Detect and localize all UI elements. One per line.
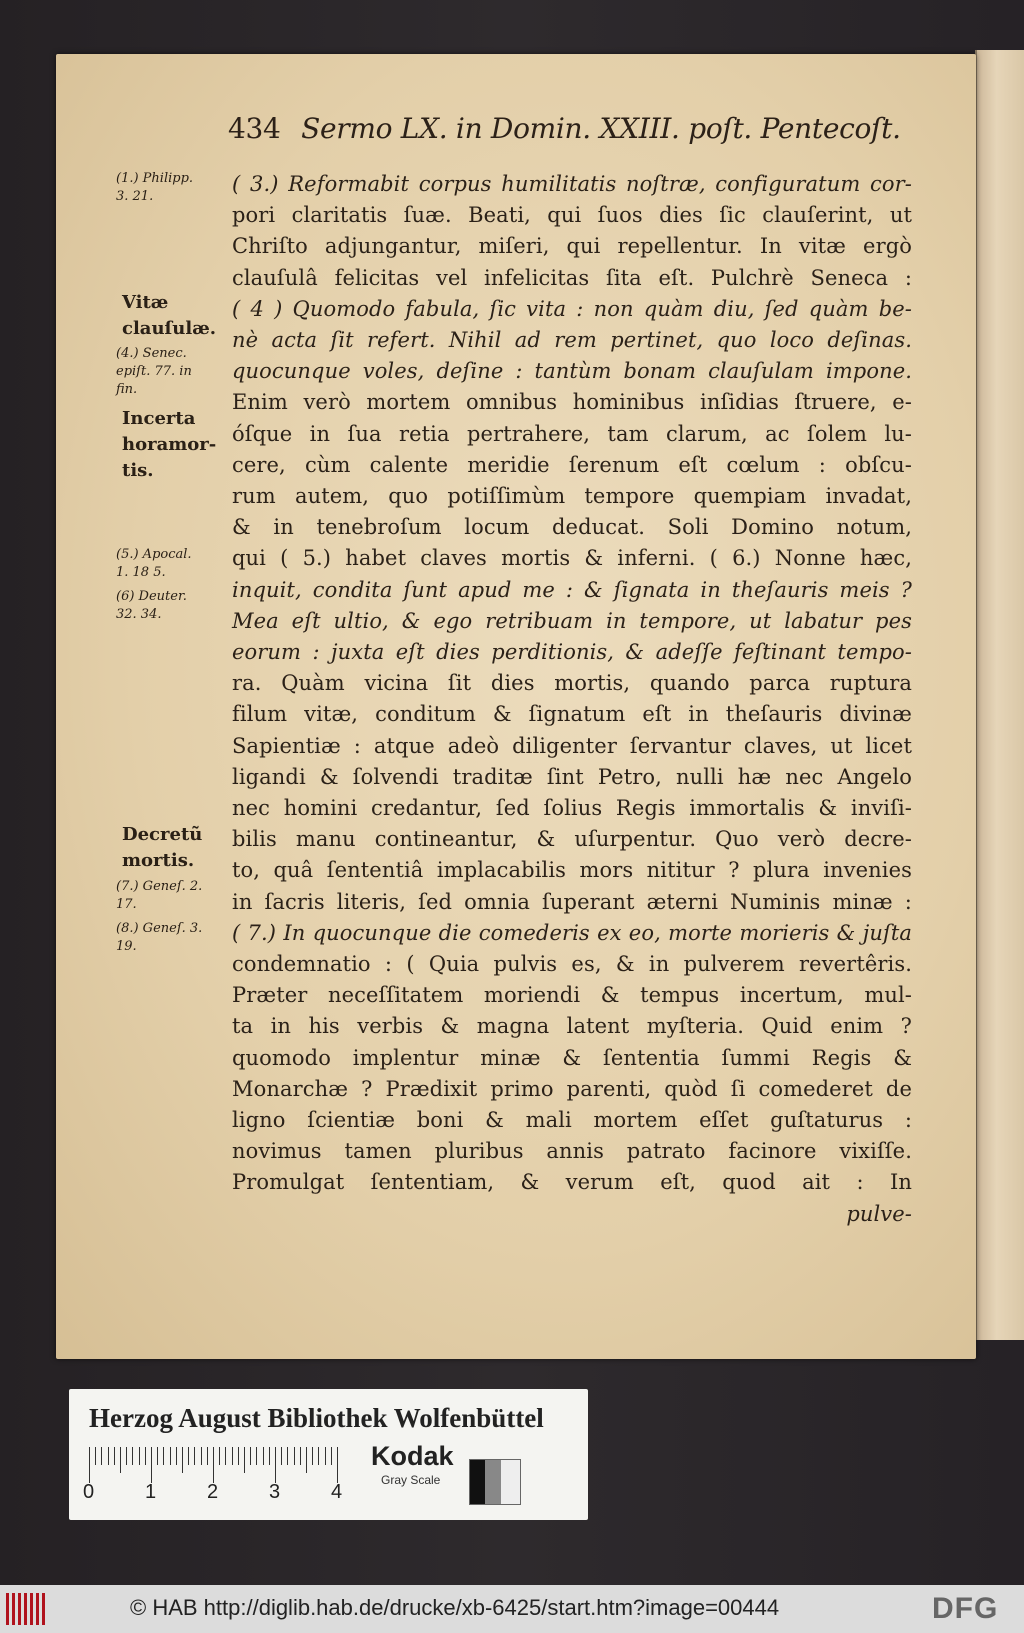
ruler-tick: [170, 1447, 171, 1465]
kodak-logo: Kodak: [371, 1441, 454, 1471]
margin-note: 32. 34.: [116, 607, 162, 622]
margin-note: Incerta: [122, 408, 196, 429]
text-line: ( 7.) In quocunque die comederis ex eo, morte morieris & juſta: [232, 921, 912, 945]
text-line: quocunque voles, deſine : tantùm bonam clauſulam impone.: [232, 359, 912, 383]
page-number: 434: [228, 112, 281, 145]
ruler-tick: [157, 1447, 158, 1465]
ruler-tick: [188, 1447, 189, 1465]
ruler-tick: [244, 1447, 245, 1473]
ruler-tick: [306, 1447, 307, 1473]
text-line: óſque in ſua retia pertrahere, tam clarum, ac ſolem lu-: [232, 422, 912, 446]
text-line: cere, cùm calente meridie ſerenum eſt cœlum : obſcu-: [232, 453, 912, 477]
margin-note: 19.: [116, 939, 137, 954]
ruler-tick: [312, 1447, 313, 1465]
ruler-tick: [194, 1447, 195, 1465]
dfg-logo: DFG: [932, 1592, 999, 1625]
text-line: Promulgat ſententiam, & verum eſt, quod ait : In: [232, 1170, 912, 1194]
margin-note: Decretũ: [122, 824, 203, 845]
ruler-tick: [238, 1447, 239, 1465]
text-line: to, quâ ſententiâ implacabilis mors nititur ? plura invenies: [232, 858, 912, 882]
text-line: rum autem, quo potiſſimùm tempore quempiam invadat,: [232, 484, 912, 508]
ruler-label: 1: [145, 1481, 157, 1503]
text-line: Chriſto adjungantur, miſeri, qui repellentur. In vitæ ergò: [232, 234, 912, 258]
ruler-tick: [101, 1447, 102, 1465]
text-line: pulve-: [846, 1202, 912, 1226]
ruler-label: 2: [207, 1481, 219, 1503]
running-head: [228, 112, 908, 156]
text-line: Monarchæ ? Prædixit primo parenti, quòd ſi comederet de: [232, 1077, 912, 1101]
ruler-tick: [294, 1447, 295, 1465]
margin-note: horamor-: [122, 434, 217, 455]
text-line: quomodo implentur minæ & ſententia ſummi Regis &: [232, 1046, 912, 1070]
ruler-tick: [163, 1447, 164, 1465]
text-line: filum vitæ, conditum & ſignatum eſt in theſauris divinæ: [232, 702, 912, 726]
ruler-tick: [139, 1447, 140, 1465]
ruler-tick: [176, 1447, 177, 1465]
ruler-tick: [132, 1447, 133, 1465]
text-line: novimus tamen pluribus annis patrato facinore vixiſſe.: [232, 1139, 912, 1163]
ruler-tick: [120, 1447, 121, 1473]
ruler-tick: [95, 1447, 96, 1465]
text-line: ( 4 ) Quomodo fabula, ſic vita : non quàm diu, ſed quàm be-: [232, 297, 912, 321]
text-line: bilis manu contineantur, & uſurpentur. Quo verò decre-: [232, 827, 912, 851]
margin-note: (7.) Geneſ. 2.: [116, 879, 203, 894]
ruler-tick: [331, 1447, 332, 1465]
ruler-label: 3: [269, 1481, 281, 1503]
text-line: pori claritatis ſuæ. Beati, qui ſuos dies ſic clauſerint, ut: [232, 203, 912, 227]
margin-note: 17.: [116, 897, 137, 912]
library-logo-icon: [6, 1593, 46, 1625]
text-line: ra. Quàm vicina ſit dies mortis, quando parca ruptura: [232, 671, 912, 695]
ruler-tick: [250, 1447, 251, 1465]
ruler-tick: [287, 1447, 288, 1465]
ruler-tick: [325, 1447, 326, 1465]
ruler-tick: [182, 1447, 183, 1473]
margin-note: (8.) Geneſ. 3.: [116, 921, 203, 936]
text-line: Præter neceſſitatem moriendi & tempus incertum, mul-: [232, 983, 912, 1007]
ruler-labels: [83, 1481, 413, 1507]
ruler-tick: [256, 1447, 257, 1465]
text-line: ta in his verbis & magna latent myſteria. Quid enim ?: [232, 1014, 912, 1038]
text-line: eorum : juxta eſt dies perditionis, & adeſſe feſtinant tempo-: [232, 640, 912, 664]
text-line: Mea eſt ultio, & ego retribuam in tempore, ut labatur pes: [232, 609, 912, 633]
footer-link[interactable]: © HAB http://diglib.hab.de/drucke/xb-6425/start.htm?image=00444: [130, 1595, 780, 1620]
text-line: Enim verò mortem omnibus hominibus inſidias ſtruere, e-: [232, 390, 912, 414]
text-line: in ſacris literis, ſed omnia ſuperant æterni Numinis minæ :: [232, 890, 912, 914]
ruler-tick: [145, 1447, 146, 1465]
margin-note: tis.: [122, 460, 154, 481]
ruler-tick: [219, 1447, 220, 1465]
text-line: nec homini credantur, ſed ſolius Regis immortalis & inviſi-: [232, 796, 912, 820]
margin-note: (4.) Senec.: [116, 346, 187, 361]
ruler-tick: [232, 1447, 233, 1465]
text-line: nè acta ſit refert. Nihil ad rem pertinet, quo loco deſinas.: [232, 328, 912, 352]
ruler-tick: [275, 1447, 276, 1483]
ruler-tick: [263, 1447, 264, 1465]
ruler-tick: [114, 1447, 115, 1465]
next-page-edge: [975, 50, 1024, 1340]
ruler-tick: [126, 1447, 127, 1465]
text-line: inquit, condita ſunt apud me : & ſignata in theſauris meis ?: [232, 578, 912, 602]
color-calibration-card: [69, 1389, 588, 1520]
ruler-tick: [89, 1447, 90, 1483]
margin-note: mortis.: [122, 850, 195, 871]
text-line: clauſulâ felicitas vel infelicitas ſita eſt. Pulchrè Seneca :: [232, 266, 912, 290]
ruler-tick: [318, 1447, 319, 1465]
ruler-tick: [108, 1447, 109, 1465]
margin-note: 3. 21.: [116, 189, 154, 204]
text-line: qui ( 5.) habet claves mortis & inferni. ( 6.) Nonne hæc,: [232, 546, 912, 570]
margin-note: clauſulæ.: [122, 318, 217, 339]
ruler-tick: [281, 1447, 282, 1465]
card-title: Herzog August Bibliothek Wolfenbüttel: [89, 1403, 544, 1433]
gray-swatch: [469, 1459, 521, 1505]
text-line: ligandi & ſolvendi traditæ ſint Petro, nulli hæ nec Angelo: [232, 765, 912, 789]
ruler-label: 4: [331, 1481, 343, 1503]
ruler-tick: [201, 1447, 202, 1465]
ruler-tick: [337, 1447, 338, 1483]
ruler-tick: [225, 1447, 226, 1465]
text-line: condemnatio : ( Quia pulvis es, & in pulverem revertêris.: [232, 952, 912, 976]
text-line: Sapientiæ : atque adeò diligenter ſervantur claves, ut licet: [232, 734, 912, 758]
margin-note: 1. 18 5.: [116, 565, 166, 580]
ruler-tick: [300, 1447, 301, 1465]
ruler-tick: [213, 1447, 214, 1483]
gray-scale-label: Gray Scale: [381, 1473, 441, 1487]
ruler-label: 0: [83, 1481, 95, 1503]
margin-note: epiſt. 77. in: [116, 364, 192, 379]
text-line: & in tenebroſum locum deducat. Soli Domino notum,: [232, 515, 912, 539]
ruler-scale: [89, 1447, 419, 1483]
ruler-tick: [207, 1447, 208, 1465]
margin-note: (5.) Apocal.: [116, 547, 192, 562]
running-head-title: Sermo LX. in Domin. XXIII. poſt. Pentecoſt.: [301, 112, 901, 145]
text-line: ( 3.) Reformabit corpus humilitatis noſtræ, configuratum cor-: [232, 172, 912, 196]
margin-note: (1.) Philipp.: [116, 171, 194, 186]
margin-note: fin.: [116, 382, 138, 397]
footer-bar: [0, 1585, 1024, 1633]
margin-note: Vitæ: [122, 292, 169, 313]
ruler-tick: [151, 1447, 152, 1483]
ruler-tick: [269, 1447, 270, 1465]
margin-note: (6) Deuter.: [116, 589, 187, 604]
text-line: ligno ſcientiæ boni & mali mortem eſſet guſtaturus :: [232, 1108, 912, 1132]
